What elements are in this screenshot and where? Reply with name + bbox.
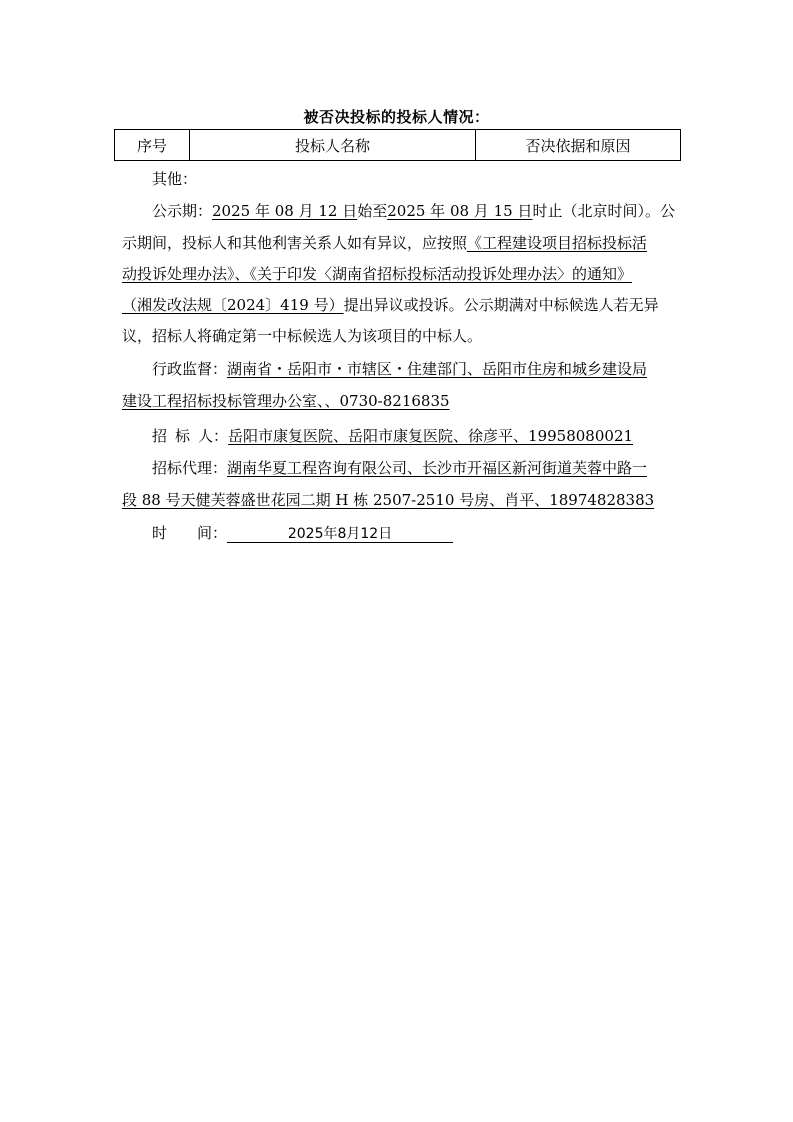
notice-end-text: 时止（北京时间）。公 xyxy=(532,202,675,220)
time-value: 2025年8月12日 xyxy=(227,527,453,543)
other-label: 其他： xyxy=(152,170,198,188)
supervision-line-1 xyxy=(122,361,712,377)
agent-line-2 xyxy=(122,492,682,508)
col-header-rejection-reason: 否决依据和原因 xyxy=(476,130,681,161)
col-header-serial: 序号 xyxy=(115,130,190,161)
regulation-link-1: 《工程建设项目招标投标活 xyxy=(467,234,648,252)
notice-period-line-2 xyxy=(122,235,682,251)
time-label-char-2: 间： xyxy=(197,524,228,542)
regulation-link-2: 动投诉处理办法》、《关于印发〈湖南省招标投标活动投诉处理办法〉的通知》 xyxy=(122,265,633,283)
notice-period-line-3 xyxy=(122,266,682,282)
supervision-value-2: 建设工程招标投标管理办公室、、0730-8216835 xyxy=(122,392,450,410)
table-header-row xyxy=(115,130,681,161)
tenderer-label-char-2: 标 xyxy=(175,427,191,445)
agent-value-1: 湖南华夏工程咨询有限公司、长沙市开福区新河街道芙蓉中路一 xyxy=(227,459,648,477)
notice-line4-text: 提出异议或投诉。公示期满对中标候选人若无异 xyxy=(343,296,659,314)
notice-line2-text: 示期间，投标人和其他利害关系人如有异议，应按照 xyxy=(122,234,468,252)
supervision-label: 行政监督： xyxy=(152,360,228,378)
regulation-link-3: （湘发改法规〔2024〕419 号） xyxy=(122,296,344,314)
time-label-char-1: 时 xyxy=(152,524,168,542)
notice-end-date: 2025 年 08 月 15 日 xyxy=(387,202,533,220)
tenderer-line xyxy=(122,428,712,444)
supervision-line-2 xyxy=(122,393,682,409)
rejected-bidders-table xyxy=(114,129,681,161)
notice-period-line-1 xyxy=(122,203,712,219)
supervision-value-1: 湖南省・岳阳市・市辖区・住建部门、岳阳市住房和城乡建设局 xyxy=(227,360,648,378)
notice-mid-text: 始至 xyxy=(357,202,388,220)
notice-label: 公示期： xyxy=(152,202,213,220)
col-header-bidder-name: 投标人名称 xyxy=(190,130,476,161)
agent-label: 招标代理： xyxy=(152,459,228,477)
notice-start-date: 2025 年 08 月 12 日 xyxy=(212,202,358,220)
notice-period-line-5: 议，招标人将确定第一中标候选人为该项目的中标人。 xyxy=(122,327,483,345)
agent-line-1 xyxy=(122,460,712,476)
notice-period-line-4 xyxy=(122,297,682,313)
agent-value-2: 段 88 号天健芙蓉盛世花园二期 H 栋 2507-2510 号房、肖平、18974828383 xyxy=(122,491,655,509)
tenderer-label-char-3: 人： xyxy=(198,427,229,445)
rejected-bidders-heading: 被否决投标的投标人情况： xyxy=(303,108,490,126)
time-line xyxy=(122,525,712,543)
tenderer-value: 岳阳市康复医院、岳阳市康复医院、徐彦平、19958080021 xyxy=(228,427,634,445)
tenderer-label-char-1: 招 xyxy=(152,427,168,445)
